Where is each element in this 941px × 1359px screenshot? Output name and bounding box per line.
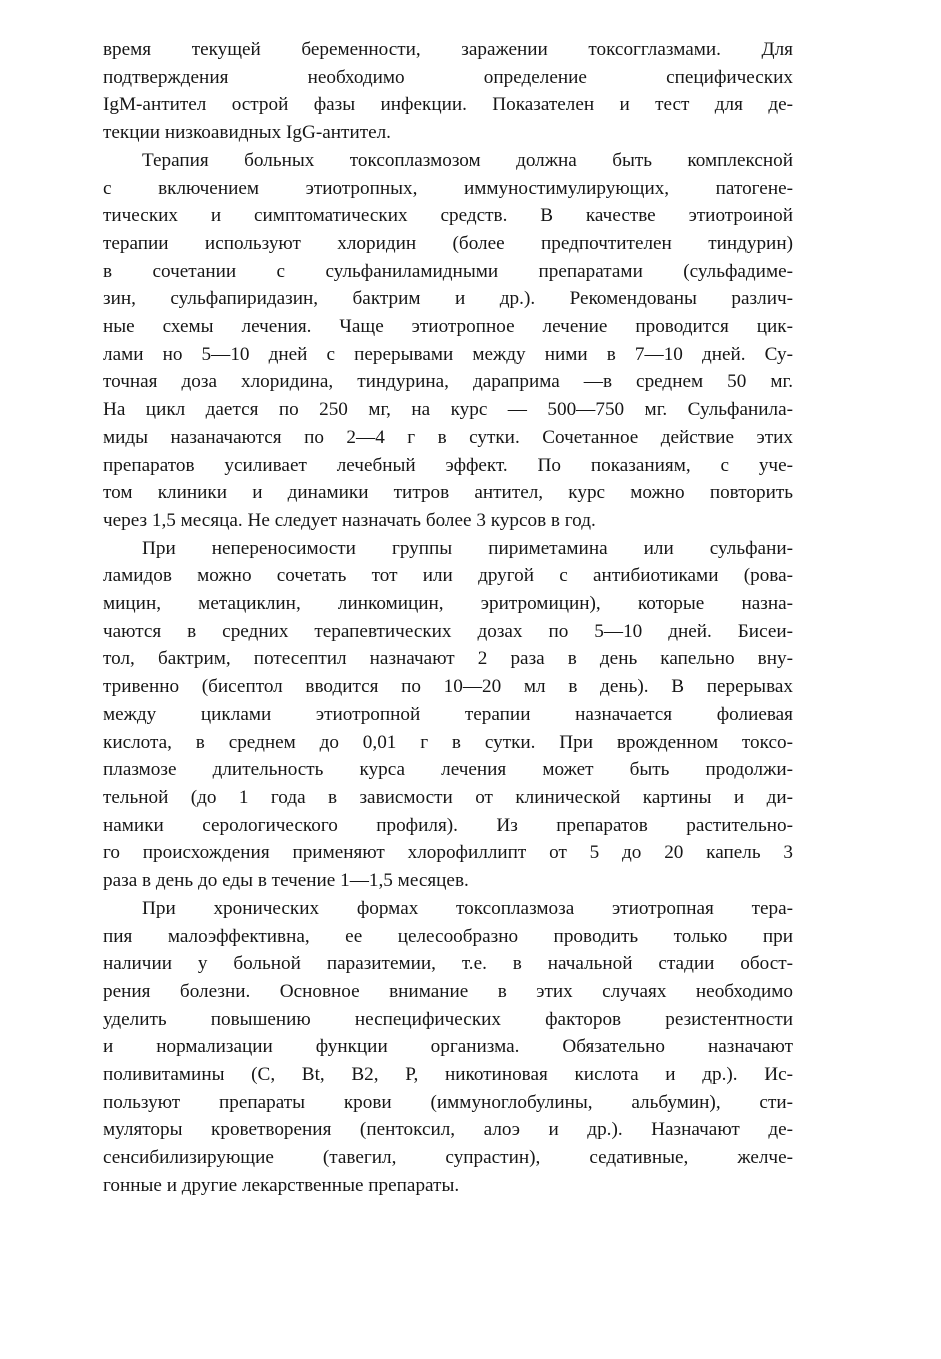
text-line: При хронических формах токсоплазмоза этиотропная тера- [142, 897, 793, 919]
text-line: в сочетании с сульфаниламидными препаратами (сульфадиме- [103, 260, 793, 282]
paragraph-therapy [103, 147, 793, 535]
text-line: чаются в средних терапевтических дозах по 5—10 дней. Бисеи- [103, 620, 793, 642]
text-line: го происхождения применяют хлорофиллипт от 5 до 20 капель 3 [103, 842, 793, 864]
text-line: раза в день до еды в течение 1—1,5 месяцев. [103, 870, 469, 892]
text-line: том клиники и динамики титров антител, курс можно повторить [103, 482, 793, 504]
text-line: При непереносимости группы пириметамина или сульфани- [142, 537, 793, 559]
text-line: тривенно (бисептол вводится по 10—20 мл в день). В перерывах [103, 676, 793, 698]
text-line: Терапия больных токсоплазмозом должна быть комплексной [142, 149, 793, 171]
text-line: тельной (до 1 года в зависмости от клинической картины и ди- [103, 786, 793, 808]
paragraph-diagnosis-end [103, 36, 793, 147]
text-line: мицин, метациклин, линкомицин, эритромицин), которые назна- [103, 593, 793, 615]
text-line: На цикл дается по 250 мг, на курс — 500—750 мг. Сульфанила- [103, 399, 793, 421]
text-line: пия малоэффективна, ее целесообразно проводить только при [103, 925, 793, 947]
text-line: через 1,5 месяца. Не следует назначать более 3 курсов в год. [103, 509, 596, 531]
text-line: намики серологического профиля). Из препаратов растительно- [103, 814, 793, 836]
text-line: рения болезни. Основное внимание в этих случаях необходимо [103, 980, 793, 1002]
text-line: зин, сульфапиридазин, бактрим и др.). Рекомендованы различ- [103, 288, 793, 310]
text-line: IgM-антител острой фазы инфекции. Показателен и тест для де- [103, 94, 793, 116]
text-line: муляторы кроветворения (пентоксил, алоэ и др.). Назначают де- [103, 1119, 793, 1141]
text-line: препаратов усиливает лечебный эффект. По показаниям, с уче- [103, 454, 793, 476]
text-line: ламидов можно сочетать тот или другой с антибиотиками (рова- [103, 565, 793, 587]
text-line: поливитамины (С, Bt, В2, Р, никотиновая кислота и др.). Ис- [103, 1064, 793, 1086]
text-line: тол, бактрим, потесептил назначают 2 раза в день капельно вну- [103, 648, 793, 670]
text-line: тических и симптоматических средств. В качестве этиотроиной [103, 205, 793, 227]
document-page [103, 36, 793, 1200]
text-line: гонные и другие лекарственные препараты. [103, 1174, 460, 1196]
text-line: и нормализации функции организма. Обязательно назначают [103, 1036, 793, 1058]
text-line: с включением этиотропных, иммуностимулирующих, патогене- [103, 177, 793, 199]
text-line: кислота, в среднем до 0,01 г в сутки. При врожденном токсо- [103, 731, 793, 753]
text-line: текции низкоавидных IgG-антител. [103, 122, 391, 144]
text-line: точная доза хлоридина, тиндурина, дараприма —в среднем 50 мг. [103, 371, 793, 393]
text-line: миды назаначаются по 2—4 г в сутки. Сочетанное действие этих [103, 426, 793, 448]
text-line: уделить повышению неспецифических факторов резистентности [103, 1008, 793, 1030]
text-line: между циклами этиотропной терапии назначается фолиевая [103, 703, 793, 725]
text-line: ные схемы лечения. Чаще этиотропное лечение проводится цик- [103, 316, 793, 338]
paragraph-intolerance [103, 535, 793, 895]
paragraph-chronic-forms [103, 895, 793, 1200]
text-line: сенсибилизирующие (тавегил, супрастин), седативные, желче- [103, 1147, 793, 1169]
text-line: терапии используют хлоридин (более предпочтителен тиндурин) [103, 232, 793, 254]
text-line: плазмозе длительность курса лечения может быть продолжи- [103, 759, 793, 781]
text-line: время текущей беременности, заражении токсогглазмами. Для [103, 39, 793, 60]
text-line: пользуют препараты крови (иммуноглобулины, альбумин), сти- [103, 1091, 793, 1113]
text-line: лами но 5—10 дней с перерывами между ними в 7—10 дней. Су- [103, 343, 793, 365]
text-line: наличии у больной паразитемии, т.е. в начальной стадии обост- [103, 953, 793, 975]
text-line: подтверждения необходимо определение специфических [103, 66, 793, 88]
